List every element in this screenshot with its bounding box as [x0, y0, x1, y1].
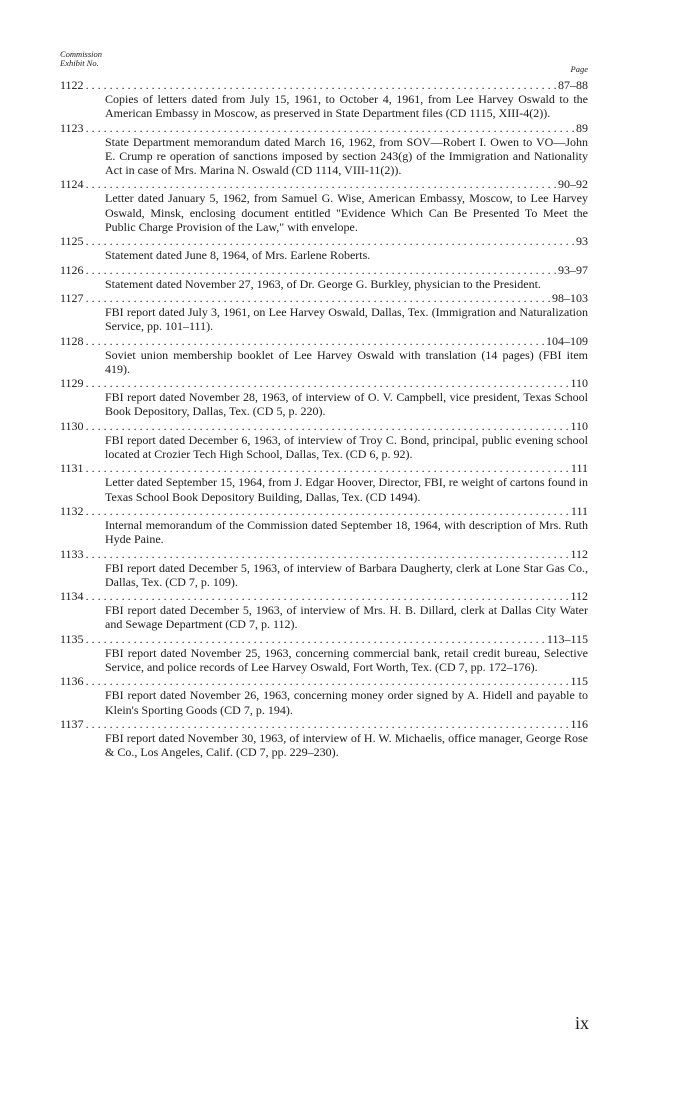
page-reference: 110 [570, 376, 588, 391]
page-reference: 112 [570, 589, 588, 604]
dot-leader [86, 334, 544, 348]
exhibit-number: 1136 [60, 674, 84, 689]
exhibit-description: Letter dated January 5, 1962, from Samuel G. Wise, American Embassy, Moscow, to Lee Harvey Oswald, Minsk, enclosing document entitled "Evidence Which Can Be Presented To Meet the Public Charge Provision of the Law," with envelope. [105, 191, 588, 235]
dot-leader [86, 547, 569, 561]
exhibit-column-heading [60, 50, 102, 68]
page-reference: 93 [576, 234, 588, 249]
dot-leader [86, 263, 556, 277]
page-reference: 116 [570, 716, 588, 731]
exhibit-entry [60, 177, 588, 234]
column-header [60, 50, 588, 78]
exhibit-description: Letter dated September 15, 1964, from J. Edgar Hoover, Director, FBI, re weight of cartons found in Texas School Book Depository Building, Dallas, Tex. (CD 1494). [105, 475, 588, 504]
dot-leader [86, 78, 556, 92]
exhibit-number: 1128 [60, 333, 84, 348]
exhibit-entry [60, 589, 588, 632]
exhibit-description: Statement dated June 8, 1964, of Mrs. Earlene Roberts. [105, 248, 371, 263]
exhibit-entry [60, 263, 588, 291]
dot-leader [86, 632, 545, 646]
exhibit-entry [60, 419, 588, 462]
exhibit-description: FBI report dated December 6, 1963, of interview of Troy C. Bond, principal, public evening school located at Crozier Tech High School, Dallas, Tex. (CD 6, p. 92). [105, 432, 588, 462]
exhibit-number: 1130 [60, 418, 84, 433]
exhibit-description: FBI report dated November 26, 1963, concerning money order signed by A. Hidell and payable to Klein's Sporting Goods (CD 7, p. 194). [105, 688, 588, 717]
exhibit-description: Internal memorandum of the Commission dated September 18, 1964, with description of Mrs. Ruth Hyde Paine. [105, 517, 588, 547]
page-number: ix [574, 1013, 589, 1033]
exhibit-entry [60, 78, 588, 121]
page-reference: 113–115 [546, 631, 588, 646]
page-column-heading: Page [570, 64, 588, 74]
exhibit-number: 1134 [60, 589, 84, 604]
page-reference: 98–103 [552, 290, 588, 305]
dot-leader [86, 376, 569, 390]
page-reference: 110 [570, 418, 588, 433]
exhibit-number: 1132 [60, 503, 84, 518]
exhibit-number: 1133 [60, 546, 84, 561]
exhibit-number: 1127 [60, 290, 84, 305]
dot-leader [86, 121, 574, 135]
exhibit-description: FBI report dated July 3, 1961, on Lee Harvey Oswald, Dallas, Tex. (Immigration and Naturalization Service, pp. 101–111). [105, 304, 588, 334]
page-reference: 87–88 [558, 78, 588, 92]
exhibit-number: 1129 [60, 376, 84, 391]
page-reference: 89 [576, 120, 588, 135]
exhibit-number: 1131 [60, 461, 84, 476]
heading-commission: Commission [60, 49, 103, 59]
exhibit-description: State Department memorandum dated March 16, 1962, from SOV—Robert I. Owen to VO—John E. Crump re operation of sanctions imposed by section 243(g) of the Immigration and Nationality Act in case of Mrs. Marina N. Oswald (CD 1114, VIII-11(2)). [105, 134, 588, 178]
dot-leader [86, 717, 569, 731]
dot-leader [86, 234, 574, 248]
exhibit-description: FBI report dated November 25, 1963, concerning commercial bank, retail credit bureau, Selective Service, and police records of Lee Harvey Oswald, Fort Worth, Tex. (CD 7, pp. 172–176). [105, 645, 588, 675]
exhibit-number: 1126 [60, 262, 84, 277]
dot-leader [86, 504, 569, 518]
exhibit-number: 1124 [60, 177, 84, 192]
exhibit-entry [60, 632, 588, 675]
exhibit-number: 1135 [60, 631, 84, 646]
exhibit-entry [60, 234, 588, 262]
exhibit-entry [60, 334, 588, 377]
page-reference: 115 [570, 674, 588, 689]
exhibit-list [60, 78, 588, 760]
exhibit-entry [60, 547, 588, 590]
page-reference: 111 [570, 503, 588, 518]
dot-leader [86, 461, 569, 475]
dot-leader [86, 419, 569, 433]
exhibit-description: FBI report dated December 5, 1963, of interview of Mrs. H. B. Dillard, clerk at Dallas City Water and Sewage Department (CD 7, p. 112). [105, 603, 588, 632]
page-reference: 111 [570, 461, 588, 476]
exhibit-number: 1122 [60, 78, 84, 92]
exhibit-description: FBI report dated November 28, 1963, of interview of O. V. Campbell, vice president, Texas School Book Depository, Dallas, Tex. (CD 5, p. 220). [105, 390, 588, 419]
dot-leader [86, 589, 569, 603]
dot-leader [86, 177, 556, 191]
page-reference: 90–92 [558, 177, 588, 192]
page-reference: 104–109 [546, 333, 588, 348]
exhibit-entry [60, 121, 588, 178]
dot-leader [86, 291, 550, 305]
document-page [60, 50, 588, 760]
exhibit-entry [60, 717, 588, 760]
dot-leader [86, 674, 569, 688]
exhibit-description: FBI report dated December 5, 1963, of interview of Barbara Daugherty, clerk at Lone Star Gas Co., Dallas, Tex. (CD 7, p. 109). [105, 560, 588, 589]
exhibit-entry [60, 291, 588, 334]
heading-exhibit-no: Exhibit No. [60, 58, 99, 68]
exhibit-description: Soviet union membership booklet of Lee Harvey Oswald with translation (14 pages) (FBI item 419). [105, 347, 588, 376]
page-reference: 112 [570, 546, 588, 561]
exhibit-description: Statement dated November 27, 1963, of Dr. George G. Burkley, physician to the President. [105, 276, 541, 291]
exhibit-number: 1137 [60, 716, 84, 731]
exhibit-description: FBI report dated November 30, 1963, of interview of H. W. Michaelis, office manager, George Rose & Co., Los Angeles, Calif. (CD 7, pp. 229–230). [105, 730, 588, 760]
exhibit-entry [60, 461, 588, 504]
exhibit-entry [60, 504, 588, 547]
exhibit-entry [60, 674, 588, 717]
exhibit-number: 1123 [60, 120, 84, 135]
page-reference: 93–97 [558, 262, 588, 277]
exhibit-number: 1125 [60, 234, 84, 249]
exhibit-description: Copies of letters dated from July 15, 1961, to October 4, 1961, from Lee Harvey Oswald to the American Embassy in Moscow, as preserved in State Department files (CD 1115, XIII-4(2)). [105, 92, 588, 121]
exhibit-entry [60, 376, 588, 419]
